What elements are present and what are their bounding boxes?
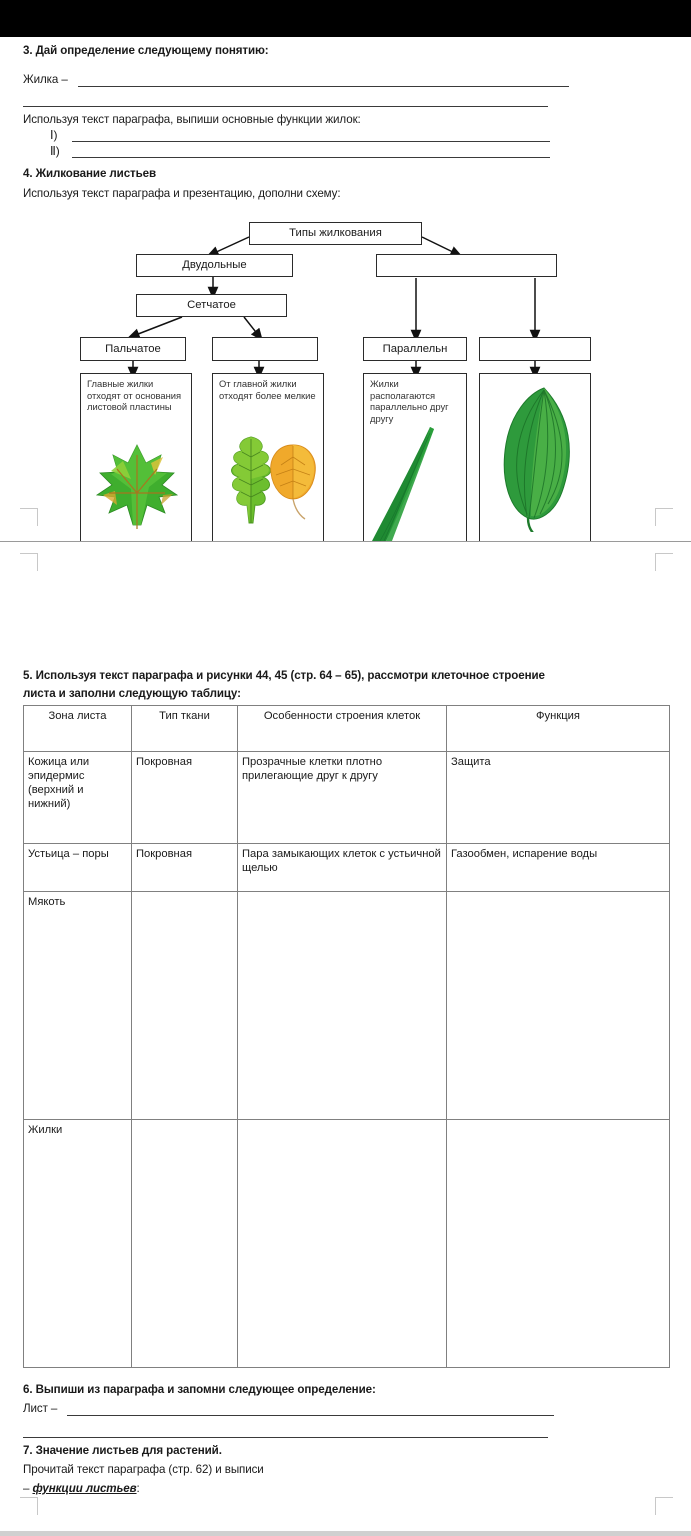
- section4-instruction: Используя текст параграфа и презентацию, дополни схему:: [23, 187, 341, 200]
- diagram-leafbox-pinnate[interactable]: [212, 373, 324, 542]
- diagram-box-parallel[interactable]: [363, 337, 467, 361]
- table-row: [24, 752, 670, 844]
- table-cell-zone[interactable]: Кожица или эпидермис (верхний и нижний): [24, 752, 132, 844]
- top-letterbox-bar: [0, 0, 691, 37]
- diagram-box-reticulate[interactable]: [136, 294, 287, 317]
- table-row: [24, 1120, 670, 1368]
- section7-bullet: [23, 1481, 140, 1496]
- section6-term-label: Лист –: [23, 1402, 58, 1415]
- table-header-zone: Зона листа: [24, 706, 132, 752]
- answer-line-function-2[interactable]: [72, 157, 550, 158]
- venation-diagram: [0, 212, 691, 542]
- table-cell-tissue[interactable]: Покровная: [132, 844, 238, 892]
- oak-and-aspen-leaves-icon: [213, 423, 323, 541]
- section7-bullet-suffix: :: [136, 1482, 140, 1495]
- diagram-box-pinnate-blank[interactable]: [212, 337, 318, 361]
- answer-line-function-1[interactable]: [72, 141, 550, 142]
- section7-instruction: Прочитай текст параграфа (стр. 62) и выписи: [23, 1463, 264, 1476]
- section6-heading: 6. Выпиши из параграфа и запомни следующее определение:: [23, 1383, 376, 1396]
- grass-blade-leaf-icon: [364, 423, 466, 541]
- table-cell-features[interactable]: [238, 1120, 447, 1368]
- page-break-separator: [0, 541, 691, 542]
- diagram-box-root[interactable]: [249, 222, 422, 245]
- table-cell-function[interactable]: Защита: [447, 752, 670, 844]
- table-cell-tissue[interactable]: [132, 1120, 238, 1368]
- table-row: [24, 844, 670, 892]
- diagram-box-palmate[interactable]: [80, 337, 186, 361]
- crop-mark-top-right-sheet1: [20, 508, 38, 526]
- diagram-box-root-label: Типы жилкования: [289, 227, 382, 239]
- section3-term-label: Жилка –: [23, 73, 68, 86]
- diagram-box-dicots-label: Двудольные: [182, 259, 247, 271]
- table-cell-function[interactable]: Газообмен, испарение воды: [447, 844, 670, 892]
- table-header-tissue: Тип ткани: [132, 706, 238, 752]
- diagram-box-palmate-label: Пальчатое: [105, 342, 161, 355]
- crop-mark-top-left-sheet1: [655, 508, 673, 526]
- table-cell-features[interactable]: [238, 892, 447, 1120]
- table-cell-features[interactable]: Прозрачные клетки плотно прилегающие друг к другу: [238, 752, 447, 844]
- table-row: [24, 892, 670, 1120]
- diagram-leafbox-pinnate-caption: От главной жилки отходят более мелкие: [219, 378, 316, 401]
- table-header-function: Функция: [447, 706, 670, 752]
- section7-heading: 7. Значение листьев для растений.: [23, 1444, 222, 1457]
- table-cell-tissue[interactable]: [132, 892, 238, 1120]
- plantain-leaf-icon: [480, 382, 590, 532]
- diagram-box-reticulate-label: Сетчатое: [187, 299, 236, 311]
- table-header-features: Особенности строения клеток: [238, 706, 447, 752]
- section5-heading-line2: листа и заполни следующую таблицу:: [23, 687, 241, 700]
- section3-item1-marker: Ⅰ): [50, 128, 58, 142]
- section3-heading: 3. Дай определение следующему понятию:: [23, 44, 269, 57]
- diagram-box-monocots-blank[interactable]: [376, 254, 557, 277]
- diagram-box-arcuate-blank[interactable]: [479, 337, 591, 361]
- table-cell-zone[interactable]: Мякоть: [24, 892, 132, 1120]
- table-cell-tissue[interactable]: Покровная: [132, 752, 238, 844]
- diagram-leafbox-parallel[interactable]: [363, 373, 467, 542]
- crop-mark-bottom-left-sheet2: [20, 1497, 38, 1515]
- crop-mark-bottom-right-sheet2: [655, 1497, 673, 1515]
- leaf-structure-table: [23, 705, 670, 1368]
- diagram-leafbox-palmate-caption: Главные жилки отходят от основания листовой пластины: [87, 378, 182, 413]
- section7-bullet-text: функции листьев: [32, 1482, 137, 1495]
- section3-item2-marker: Ⅱ): [50, 144, 60, 158]
- table-cell-zone[interactable]: Жилки: [24, 1120, 132, 1368]
- table-cell-function[interactable]: [447, 1120, 670, 1368]
- table-cell-zone[interactable]: Устьица – поры: [24, 844, 132, 892]
- crop-mark-bottom-left-sheet1: [655, 553, 673, 571]
- section5-heading-line1: 5. Используя текст параграфа и рисунки 44, 45 (стр. 64 – 65), рассмотри клеточное строение: [23, 669, 545, 682]
- diagram-box-dicots[interactable]: [136, 254, 293, 277]
- section3-instruction: Используя текст параграфа, выпиши основные функции жилок:: [23, 113, 361, 126]
- maple-leaf-icon: [81, 423, 191, 541]
- section7-bullet-prefix: –: [23, 1482, 30, 1495]
- answer-line-zhilka-1[interactable]: [78, 86, 569, 87]
- diagram-leafbox-palmate[interactable]: [80, 373, 192, 542]
- table-cell-function[interactable]: [447, 892, 670, 1120]
- answer-line-list-2[interactable]: [23, 1437, 548, 1438]
- bottom-edge-bar: [0, 1531, 691, 1536]
- answer-line-zhilka-2[interactable]: [23, 106, 548, 107]
- table-cell-features[interactable]: Пара замыкающих клеток с устьичной щелью: [238, 844, 447, 892]
- diagram-leafbox-arcuate[interactable]: [479, 373, 591, 542]
- table-header-row: [24, 706, 670, 752]
- section4-heading: 4. Жилкование листьев: [23, 167, 157, 180]
- diagram-box-parallel-label: Параллельн: [382, 342, 448, 355]
- diagram-leafbox-parallel-caption: Жилки располагаются параллельно друг другу: [370, 378, 449, 424]
- answer-line-list-1[interactable]: [67, 1415, 554, 1416]
- crop-mark-bottom-right-sheet1: [20, 553, 38, 571]
